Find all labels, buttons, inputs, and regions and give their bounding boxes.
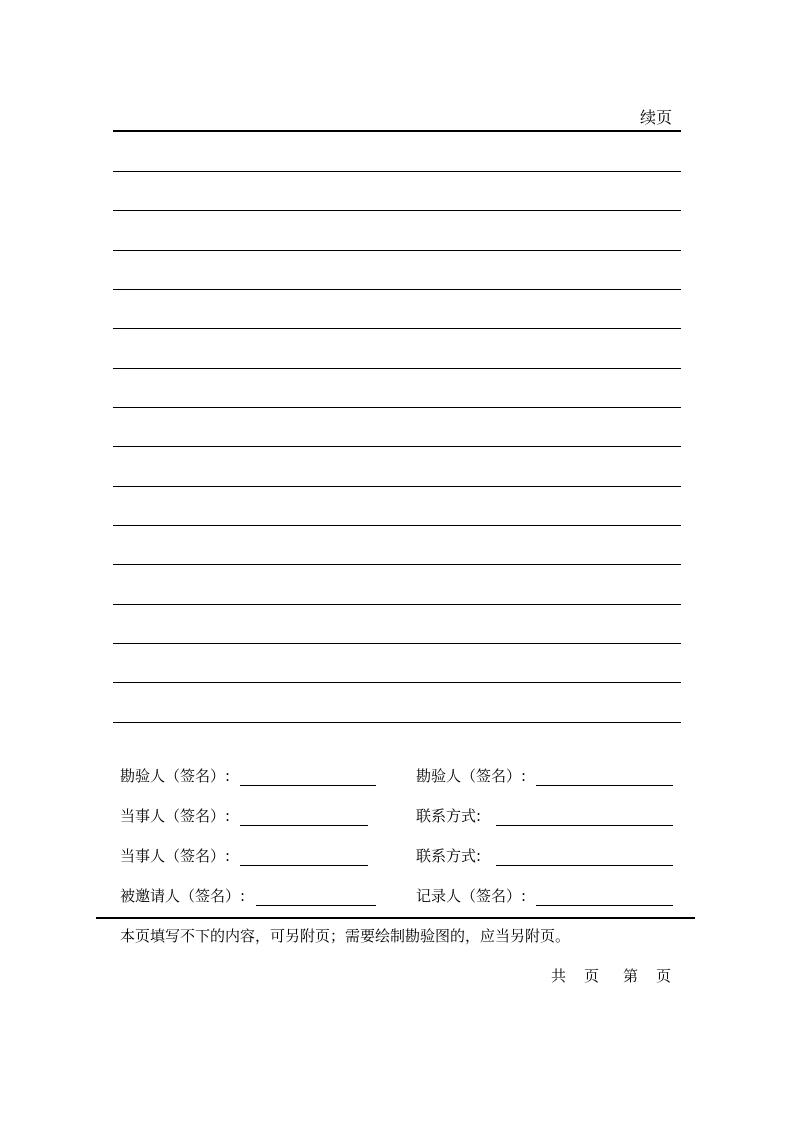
writing-line[interactable] [113,407,681,408]
invitee-signature-field[interactable] [256,905,376,906]
recorder-signature-field[interactable] [536,905,673,906]
page-unit-label: 页 [656,967,672,985]
writing-line[interactable] [113,564,681,565]
writing-line[interactable] [113,682,681,683]
writing-line[interactable] [113,643,681,644]
writing-line[interactable] [113,210,681,211]
writing-line[interactable] [113,604,681,605]
party-signature-field[interactable] [240,825,368,826]
writing-line[interactable] [113,486,681,487]
contact-field[interactable] [496,825,673,826]
footer-rule [96,917,695,919]
inspector-signature-label: 勘验人（签名）: [416,767,527,785]
writing-line[interactable] [113,722,681,723]
contact-field[interactable] [496,865,673,866]
current-page-label: 第 [623,967,639,985]
writing-line[interactable] [113,328,681,329]
inspector-signature-field[interactable] [240,785,376,786]
footer-note: 本页填写不下的内容，可另附页；需要绘制勘验图的，应当另附页。 [120,927,571,945]
invitee-signature-label: 被邀请人（签名）: [120,887,246,905]
continuation-label: 续页 [640,108,673,127]
recorder-signature-label: 记录人（签名）: [416,887,527,905]
party-signature-label: 当事人（签名）: [120,807,231,825]
inspector-signature-field[interactable] [536,785,673,786]
page-unit-label: 页 [584,967,600,985]
contact-label: 联系方式: [416,807,482,825]
party-signature-label: 当事人（签名）: [120,847,231,865]
writing-line[interactable] [113,525,681,526]
inspector-signature-label: 勘验人（签名）: [120,767,231,785]
writing-line[interactable] [113,446,681,447]
writing-line[interactable] [113,250,681,251]
writing-line[interactable] [113,289,681,290]
writing-line[interactable] [113,368,681,369]
party-signature-field[interactable] [240,865,368,866]
total-pages-label: 共 [551,967,567,985]
writing-line[interactable] [113,171,681,172]
header-rule [113,130,681,132]
contact-label: 联系方式: [416,847,482,865]
